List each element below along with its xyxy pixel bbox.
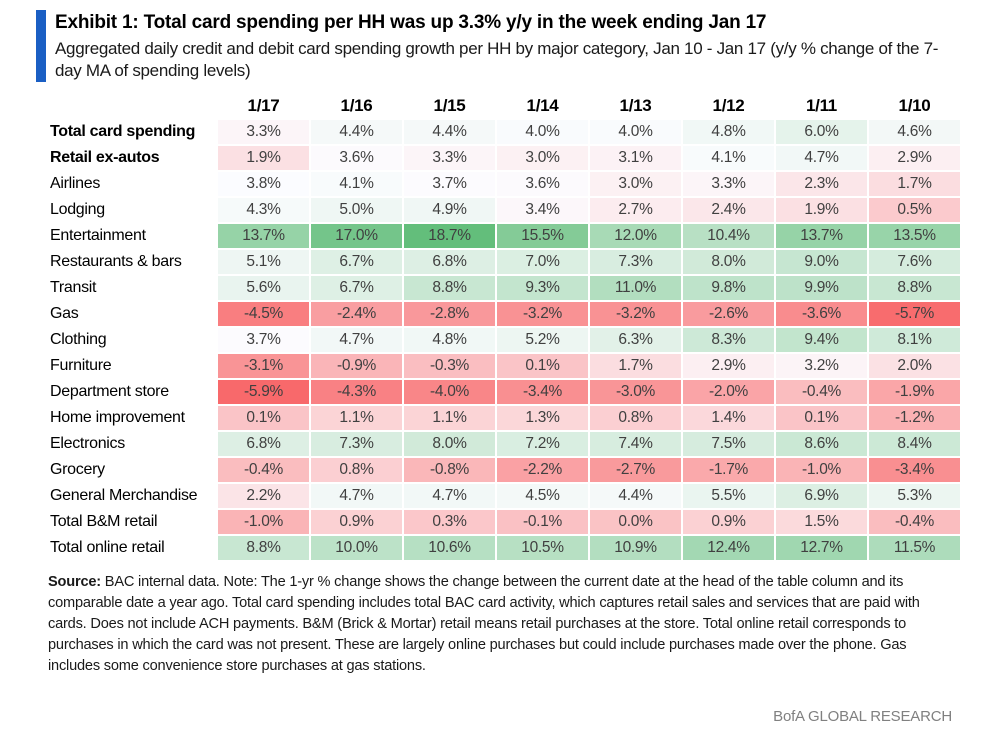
value-cell: 11.5% xyxy=(869,536,960,560)
value-cell: -2.6% xyxy=(683,302,774,326)
value-cell: 1.9% xyxy=(776,198,867,222)
value-cell: -3.4% xyxy=(869,458,960,482)
value-cell: -2.8% xyxy=(404,302,495,326)
column-header: 1/10 xyxy=(898,95,931,115)
value-cell: -5.7% xyxy=(869,302,960,326)
value-cell: 3.7% xyxy=(218,328,309,352)
value-cell: 6.7% xyxy=(311,276,402,300)
row-label: Total B&M retail xyxy=(50,512,158,530)
value-cell: 2.7% xyxy=(590,198,681,222)
value-cell: 9.4% xyxy=(776,328,867,352)
value-cell: 8.8% xyxy=(404,276,495,300)
value-cell: 6.8% xyxy=(404,250,495,274)
value-cell: 4.8% xyxy=(404,328,495,352)
column-header: 1/12 xyxy=(712,95,745,115)
table-row xyxy=(50,172,960,196)
table-row xyxy=(50,224,960,248)
value-cell: 1.5% xyxy=(776,510,867,534)
exhibit-title: Exhibit 1: Total card spending per HH was up 3.3% y/y in the week ending Jan 17 xyxy=(55,12,767,33)
value-cell: 3.6% xyxy=(311,146,402,170)
value-cell: 0.0% xyxy=(590,510,681,534)
value-cell: 0.9% xyxy=(683,510,774,534)
value-cell: 13.7% xyxy=(218,224,309,248)
value-cell: 5.0% xyxy=(311,198,402,222)
value-cell: 3.0% xyxy=(497,146,588,170)
table-row xyxy=(50,510,960,534)
value-cell: 4.7% xyxy=(776,146,867,170)
value-cell: 4.8% xyxy=(683,120,774,144)
value-cell: 5.2% xyxy=(497,328,588,352)
exhibit-subtitle: Aggregated daily credit and debit card spending growth per HH by major category, Jan 10 - Jan 17 (y/y % change of the 7-day MA of spending levels) xyxy=(55,38,939,80)
value-cell: 7.5% xyxy=(683,432,774,456)
value-cell: 12.0% xyxy=(590,224,681,248)
table-row xyxy=(50,276,960,300)
value-cell: 8.0% xyxy=(683,250,774,274)
value-cell: 0.5% xyxy=(869,198,960,222)
value-cell: 3.3% xyxy=(218,120,309,144)
value-cell: 7.6% xyxy=(869,250,960,274)
value-cell: 12.4% xyxy=(683,536,774,560)
table-row xyxy=(50,536,960,560)
value-cell: 9.9% xyxy=(776,276,867,300)
table-row xyxy=(50,458,960,482)
table-row xyxy=(50,354,960,378)
value-cell: 13.5% xyxy=(869,224,960,248)
column-header: 1/14 xyxy=(526,95,559,115)
value-cell: 4.7% xyxy=(311,484,402,508)
value-cell: -0.4% xyxy=(776,380,867,404)
corner-cell xyxy=(50,94,216,118)
value-cell: 3.1% xyxy=(590,146,681,170)
value-cell: 6.0% xyxy=(776,120,867,144)
value-cell: 2.0% xyxy=(869,354,960,378)
table-row xyxy=(50,406,960,430)
value-cell: -2.0% xyxy=(683,380,774,404)
value-cell: 12.7% xyxy=(776,536,867,560)
value-cell: -5.9% xyxy=(218,380,309,404)
value-cell: 7.3% xyxy=(590,250,681,274)
row-label: Clothing xyxy=(50,330,107,348)
value-cell: -2.2% xyxy=(497,458,588,482)
value-cell: 0.8% xyxy=(311,458,402,482)
row-label: Restaurants & bars xyxy=(50,252,182,270)
value-cell: 7.2% xyxy=(497,432,588,456)
value-cell: -1.0% xyxy=(218,510,309,534)
value-cell: 0.1% xyxy=(497,354,588,378)
value-cell: 0.1% xyxy=(776,406,867,430)
brand-line: BofA GLOBAL RESEARCH xyxy=(773,708,952,725)
value-cell: 3.8% xyxy=(218,172,309,196)
value-cell: -3.2% xyxy=(497,302,588,326)
value-cell: -0.1% xyxy=(497,510,588,534)
column-header: 1/13 xyxy=(619,95,652,115)
table-row xyxy=(50,250,960,274)
row-label: Total online retail xyxy=(50,538,165,556)
value-cell: 2.9% xyxy=(869,146,960,170)
value-cell: 7.0% xyxy=(497,250,588,274)
value-cell: 5.5% xyxy=(683,484,774,508)
value-cell: -3.1% xyxy=(218,354,309,378)
value-cell: 10.9% xyxy=(590,536,681,560)
value-cell: 8.4% xyxy=(869,432,960,456)
table-row xyxy=(50,380,960,404)
row-label: Transit xyxy=(50,278,97,296)
value-cell: 1.9% xyxy=(218,146,309,170)
header-row xyxy=(50,94,960,118)
value-cell: -3.6% xyxy=(776,302,867,326)
value-cell: 4.9% xyxy=(404,198,495,222)
value-cell: -0.8% xyxy=(404,458,495,482)
value-cell: 3.2% xyxy=(776,354,867,378)
value-cell: -0.3% xyxy=(404,354,495,378)
value-cell: 4.4% xyxy=(590,484,681,508)
value-cell: 6.3% xyxy=(590,328,681,352)
value-cell: 7.4% xyxy=(590,432,681,456)
value-cell: 4.4% xyxy=(311,120,402,144)
value-cell: -4.3% xyxy=(311,380,402,404)
value-cell: 3.7% xyxy=(404,172,495,196)
value-cell: -3.4% xyxy=(497,380,588,404)
heatmap-table xyxy=(48,92,962,562)
value-cell: -1.0% xyxy=(776,458,867,482)
column-header: 1/16 xyxy=(340,95,373,115)
header-text xyxy=(55,10,954,82)
value-cell: 10.4% xyxy=(683,224,774,248)
value-cell: -2.7% xyxy=(590,458,681,482)
value-cell: 1.7% xyxy=(590,354,681,378)
value-cell: 9.0% xyxy=(776,250,867,274)
value-cell: 0.3% xyxy=(404,510,495,534)
value-cell: 17.0% xyxy=(311,224,402,248)
value-cell: -0.9% xyxy=(311,354,402,378)
accent-bar xyxy=(36,10,46,82)
column-header: 1/15 xyxy=(433,95,466,115)
value-cell: 13.7% xyxy=(776,224,867,248)
value-cell: 4.7% xyxy=(404,484,495,508)
row-label: Home improvement xyxy=(50,408,185,426)
value-cell: 5.6% xyxy=(218,276,309,300)
value-cell: 9.8% xyxy=(683,276,774,300)
value-cell: -4.5% xyxy=(218,302,309,326)
value-cell: -3.2% xyxy=(590,302,681,326)
value-cell: 4.4% xyxy=(404,120,495,144)
value-cell: 3.4% xyxy=(497,198,588,222)
source-label: Source: xyxy=(48,573,101,590)
value-cell: 5.1% xyxy=(218,250,309,274)
value-cell: 7.3% xyxy=(311,432,402,456)
row-label: Lodging xyxy=(50,200,105,218)
value-cell: 2.9% xyxy=(683,354,774,378)
value-cell: 6.8% xyxy=(218,432,309,456)
row-label: Electronics xyxy=(50,434,125,452)
value-cell: 11.0% xyxy=(590,276,681,300)
table-row xyxy=(50,120,960,144)
row-label: Airlines xyxy=(50,174,101,192)
value-cell: -1.9% xyxy=(869,380,960,404)
row-label: Entertainment xyxy=(50,226,146,244)
row-label: Total card spending xyxy=(50,122,196,140)
value-cell: 2.3% xyxy=(776,172,867,196)
value-cell: 3.0% xyxy=(590,172,681,196)
value-cell: 2.4% xyxy=(683,198,774,222)
value-cell: 3.6% xyxy=(497,172,588,196)
row-label: Furniture xyxy=(50,356,112,374)
source-note xyxy=(48,572,954,677)
row-label: Retail ex-autos xyxy=(50,148,160,166)
value-cell: 3.3% xyxy=(683,172,774,196)
value-cell: 8.6% xyxy=(776,432,867,456)
value-cell: 10.6% xyxy=(404,536,495,560)
value-cell: 5.3% xyxy=(869,484,960,508)
value-cell: 4.5% xyxy=(497,484,588,508)
value-cell: 10.5% xyxy=(497,536,588,560)
value-cell: 6.7% xyxy=(311,250,402,274)
value-cell: 4.6% xyxy=(869,120,960,144)
value-cell: -1.7% xyxy=(683,458,774,482)
column-header: 1/17 xyxy=(247,95,280,115)
table-row xyxy=(50,146,960,170)
column-header: 1/11 xyxy=(806,95,837,115)
value-cell: 3.3% xyxy=(404,146,495,170)
value-cell: -0.4% xyxy=(869,510,960,534)
value-cell: 1.1% xyxy=(404,406,495,430)
value-cell: -0.4% xyxy=(218,458,309,482)
value-cell: -3.0% xyxy=(590,380,681,404)
value-cell: 4.1% xyxy=(311,172,402,196)
source-text: BAC internal data. Note: The 1-yr % change shows the change between the current date at the head of the table column and its comparable date a year ago. Total card spending includes total BAC card activity, which captures retail sales and services that are paid with cards. Does not include ACH payments. B&M (Brick & Mortar) retail means retail purchases at the store. Total online retail corresponds to purchases in which the card was not present. These are largely online purchases but could include purchases made over the phone. Gas includes some convenience store purchases at gas stations. xyxy=(48,573,920,674)
value-cell: 10.0% xyxy=(311,536,402,560)
value-cell: 1.7% xyxy=(869,172,960,196)
row-label: Grocery xyxy=(50,460,105,478)
value-cell: 4.1% xyxy=(683,146,774,170)
value-cell: 9.3% xyxy=(497,276,588,300)
table-row xyxy=(50,302,960,326)
value-cell: 0.8% xyxy=(590,406,681,430)
table-row xyxy=(50,484,960,508)
value-cell: -2.4% xyxy=(311,302,402,326)
value-cell: 1.4% xyxy=(683,406,774,430)
row-label: Department store xyxy=(50,382,169,400)
table-wrap xyxy=(48,92,982,562)
value-cell: -4.0% xyxy=(404,380,495,404)
value-cell: 8.8% xyxy=(218,536,309,560)
value-cell: 8.1% xyxy=(869,328,960,352)
table-row xyxy=(50,432,960,456)
value-cell: 8.3% xyxy=(683,328,774,352)
value-cell: 4.0% xyxy=(590,120,681,144)
value-cell: 4.3% xyxy=(218,198,309,222)
value-cell: 18.7% xyxy=(404,224,495,248)
row-label: Gas xyxy=(50,304,79,322)
value-cell: 6.9% xyxy=(776,484,867,508)
value-cell: 8.8% xyxy=(869,276,960,300)
value-cell: 4.0% xyxy=(497,120,588,144)
value-cell: 15.5% xyxy=(497,224,588,248)
value-cell: 1.3% xyxy=(497,406,588,430)
exhibit-header xyxy=(0,0,982,82)
value-cell: 0.1% xyxy=(218,406,309,430)
value-cell: 4.7% xyxy=(311,328,402,352)
table-row xyxy=(50,198,960,222)
value-cell: 8.0% xyxy=(404,432,495,456)
value-cell: 1.1% xyxy=(311,406,402,430)
value-cell: 0.9% xyxy=(311,510,402,534)
value-cell: -1.2% xyxy=(869,406,960,430)
table-row xyxy=(50,328,960,352)
value-cell: 2.2% xyxy=(218,484,309,508)
row-label: General Merchandise xyxy=(50,486,198,504)
